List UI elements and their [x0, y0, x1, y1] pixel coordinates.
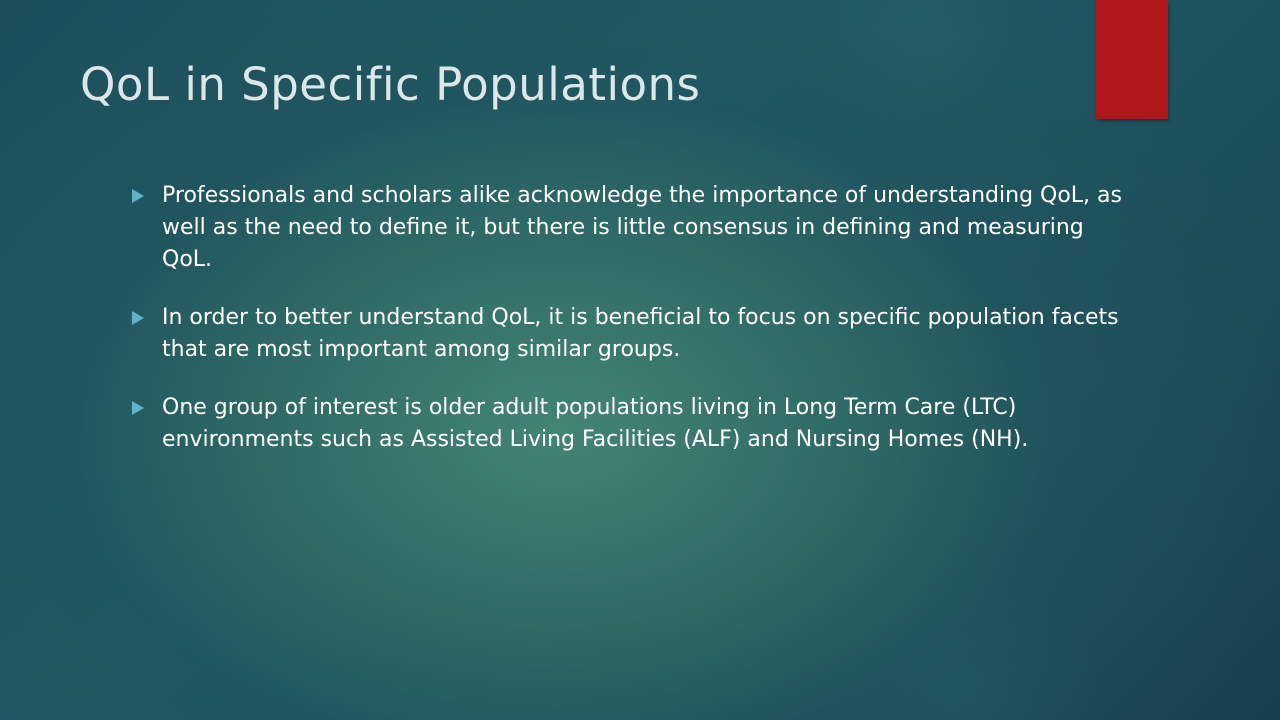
- bullet-text: One group of interest is older adult populations living in Long Term Care (LTC) environments such as Assisted Living Facilities (ALF) and Nursing Homes (NH).: [162, 395, 1029, 452]
- triangle-right-icon: [132, 311, 144, 325]
- bullet-text: Professionals and scholars alike acknowledge the importance of understanding QoL, as well as the need to define it, but there is little consensus in defining and measuring QoL.: [162, 183, 1122, 272]
- slide-title: QoL in Specific Populations: [80, 58, 701, 111]
- bullet-text: In order to better understand QoL, it is beneficial to focus on specific population facets that are most important among similar groups.: [162, 305, 1119, 362]
- triangle-right-icon: [132, 189, 144, 203]
- triangle-right-icon: [132, 401, 144, 415]
- bullet-item: [130, 302, 1130, 366]
- accent-bar: [1096, 0, 1168, 119]
- bullet-list: [130, 180, 1130, 482]
- bullet-item: [130, 180, 1130, 276]
- bullet-item: [130, 392, 1130, 456]
